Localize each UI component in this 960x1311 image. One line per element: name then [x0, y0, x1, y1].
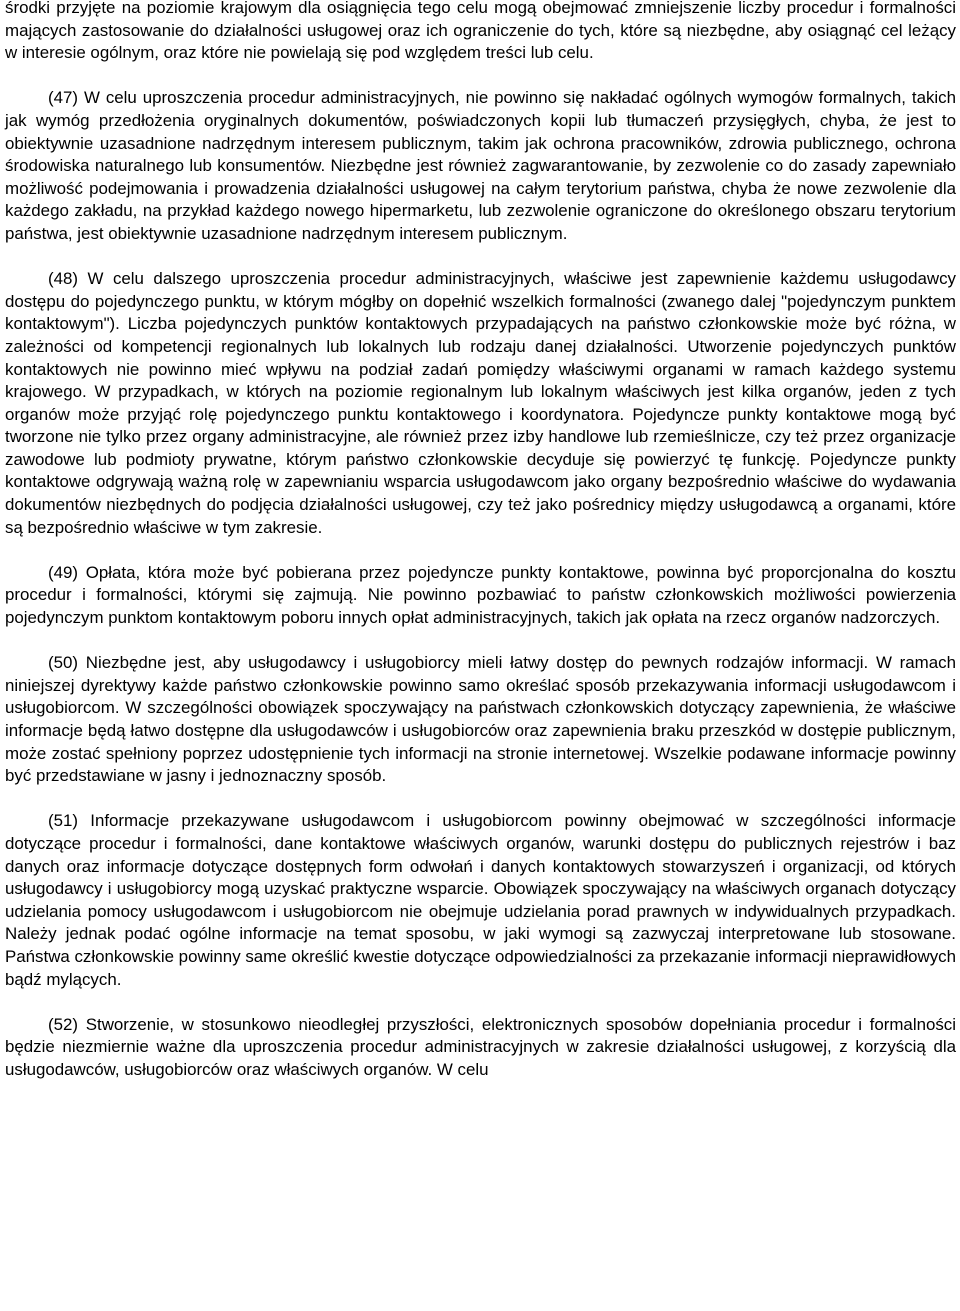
- paragraph-continuation: środki przyjęte na poziomie krajowym dla osiągnięcia tego celu mogą obejmować zmniejszenie liczby procedur i formalności mających zastosowanie do działalności usługowej oraz ich ograniczenie do tych, które są niezbędne, aby osiągnąć cel leżący w interesie ogólnym, oraz które nie powielają się pod względem treści lub celu.: [5, 0, 956, 63]
- document-page: [5, 0, 956, 1104]
- paragraph-recital-47: (47) W celu uproszczenia procedur administracyjnych, nie powinno się nakładać ogólnych wymogów formalnych, takich jak wymóg przedłożenia oryginalnych dokumentów, poświadczonych kopii lub tłumaczeń przysięgłych, chyba, że jest to obiektywnie uzasadnione nadrzędnym interesem publicznym, takim jak ochrona pracowników, zdrowia publicznego, ochrona środowiska naturalnego lub konsumentów. Niezbędne jest również zagwarantowanie, by zezwolenie co do zasady zapewniało możliwość podejmowania i prowadzenia działalności usługowej na całym terytorium państwa, chyba że nowe zezwolenie dla każdego zakładu, na przykład każdego nowego hipermarketu, lub zezwolenie ograniczone do określonego obszaru terytorium państwa, jest obiektywnie uzasadnione nadrzędnym interesem publicznym.: [5, 88, 956, 243]
- paragraph-recital-48: (48) W celu dalszego uproszczenia procedur administracyjnych, właściwe jest zapewnienie każdemu usługodawcy dostępu do pojedynczego punktu, w którym mógłby on dopełnić wszelkich formalności (zwanego dalej "pojedynczym punktem kontaktowym"). Liczba pojedynczych punktów kontaktowych przypadających na państwo członkowskie może być różna, w zależności od kompetencji regionalnych lub lokalnych lub rodzaju danej działalności. Utworzenie pojedynczych punktów kontaktowych nie powinno mieć wpływu na podział zadań pomiędzy właściwymi organami w ramach każdego systemu krajowego. W przypadkach, w których na poziomie regionalnym lub lokalnym właściwych jest kilka organów, jeden z tych organów może przyjąć rolę pojedynczego punktu kontaktowego i koordynatora. Pojedyncze punkty kontaktowe mogą być tworzone nie tylko przez organy administracyjne, ale również przez izby handlowe lub rzemieślnicze, czy też przez organizacje zawodowe lub podmioty prywatne, którym państwo członkowskie decyduje się powierzyć tę funkcję. Pojedyncze punkty kontaktowe odgrywają ważną rolę w zapewnianiu wsparcia usługodawcom jako organy bezpośrednio właściwe do wydawania dokumentów niezbędnych do podjęcia działalności usługowej, czy też jako pośrednicy między usługodawcą a organami, które są bezpośrednio właściwe w tym zakresie.: [5, 269, 956, 537]
- paragraph-recital-50: (50) Niezbędne jest, aby usługodawcy i usługobiorcy mieli łatwy dostęp do pewnych rodzajów informacji. W ramach niniejszej dyrektywy każde państwo członkowskie powinno samo określać sposób przekazywania informacji usługodawcom i usługobiorcom. W szczególności obowiązek spoczywający na państwach członkowskich dotyczący zapewnienia, że właściwe informacje będą łatwo dostępne dla usługodawców i usługobiorców oraz zapewnienia braku przeszkód w dostępie publicznym, może zostać spełniony poprzez udostępnienie tych informacji na stronie internetowej. Wszelkie podawane informacje powinny być przedstawiane w jasny i jednoznaczny sposób.: [5, 653, 956, 786]
- paragraph-recital-49: (49) Opłata, która może być pobierana przez pojedyncze punkty kontaktowe, powinna być proporcjonalna do kosztu procedur i formalności, którymi się zajmują. Nie powinno pozbawiać to państw członkowskich możliwości powierzenia pojedynczym punktom kontaktowym poboru innych opłat administracyjnych, takich jak opłata na rzecz organów nadzorczych.: [5, 562, 956, 628]
- paragraph-recital-51: (51) Informacje przekazywane usługodawcom i usługobiorcom powinny obejmować w szczególności informacje dotyczące procedur i formalności, dane kontaktowe właściwych organów, warunki dostępu do publicznych rejestrów i baz danych oraz informacje dotyczące dostępnych form odwołań i danych kontaktowych stowarzyszeń i organizacji, od których usługodawcy i usługobiorcy mogą uzyskać praktyczne wsparcie. Obowiązek spoczywający na właściwych organach dotyczący udzielania pomocy usługodawcom i usługobiorcom nie obejmuje udzielania porad prawnych w indywidualnych przypadkach. Należy jednak podać ogólne informacje na temat sposobu, w jaki wymogi są zazwyczaj interpretowane lub stosowane. Państwa członkowskie powinny same określić kwestie dotyczące odpowiedzialności za przekazanie informacji nieprawidłowych bądź mylących.: [5, 811, 957, 989]
- paragraph-recital-52: (52) Stworzenie, w stosunkowo nieodległej przyszłości, elektronicznych sposobów dopełniania procedur i formalności będzie niezmiernie ważne dla uproszczenia procedur administracyjnych w zakresie działalności usługowej, z korzyścią dla usługodawców, usługobiorców oraz właściwych organów. W celu: [5, 1014, 956, 1079]
